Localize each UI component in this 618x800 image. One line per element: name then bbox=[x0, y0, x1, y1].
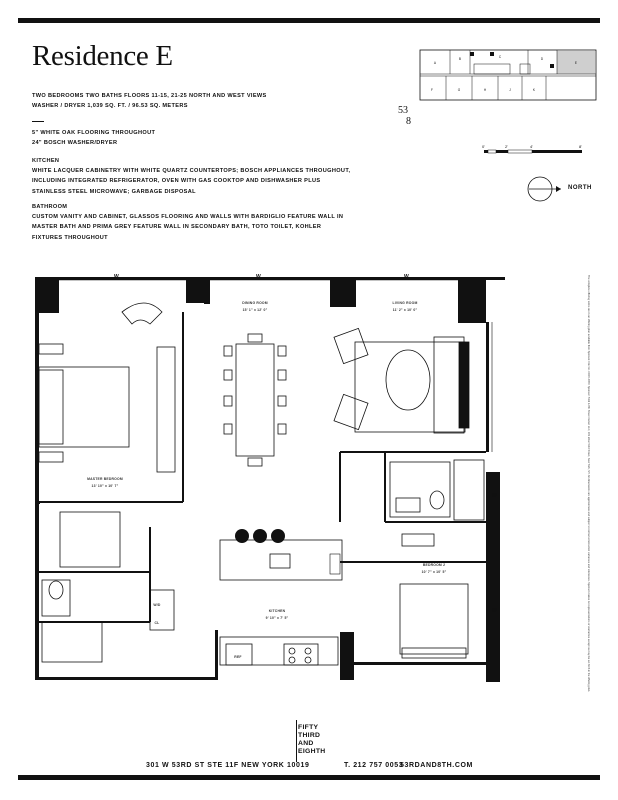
closet-label: CL bbox=[154, 621, 160, 625]
window-label: W bbox=[114, 274, 119, 280]
summary-line-1: TWO BEDROOMS TWO BATHS FLOORS 11-15, 21-25 NORTH AND WEST VIEWS bbox=[32, 93, 267, 99]
washer-dryer-label: W/D bbox=[153, 603, 161, 607]
scale-bar bbox=[480, 144, 592, 160]
scale-0: 0' bbox=[482, 144, 485, 149]
column bbox=[35, 277, 59, 313]
key-unit-a: A bbox=[433, 61, 437, 65]
summary bbox=[32, 91, 332, 111]
key-unit-d: D bbox=[540, 57, 544, 61]
top-rule bbox=[18, 18, 600, 23]
living-room-size: 11' 2" x 10' 0" bbox=[392, 308, 418, 312]
scale-8: 8' bbox=[579, 144, 582, 149]
floor-plan bbox=[30, 272, 510, 684]
north-label: NORTH bbox=[568, 185, 592, 191]
window-label: W bbox=[492, 608, 497, 614]
disclaimer bbox=[574, 275, 596, 755]
footer-address: 301 W 53RD ST STE 11F NEW YORK 10019 bbox=[146, 762, 310, 769]
bathroom-heading: BATHROOM bbox=[32, 204, 68, 210]
window-label: W bbox=[256, 274, 261, 280]
bedroom-2-size: 10' 7" x 10' 5" bbox=[421, 570, 447, 574]
refrigerator-label: REF bbox=[234, 655, 242, 659]
kitchen-size: 9' 10" x 7' 5" bbox=[265, 616, 289, 620]
kitchen-heading: KITCHEN bbox=[32, 158, 60, 164]
scale-4: 4' bbox=[530, 144, 533, 149]
scale-2: 2' bbox=[505, 144, 508, 149]
building-logo bbox=[298, 724, 325, 756]
window-label: W bbox=[492, 493, 497, 499]
disclaimer-text: The complete offering terms are in an offering plan available from Sponsor. File No. CD15-0000. Sponsor: 53rd & 8th Street Owner LLC, 301 West 53rd Street, New York, NY. All dimensions are approximate and subject to normal construction variances and tolerances. Sponsor makes no representations or warranties except as may be set forth in the offering plan. bbox=[587, 275, 590, 692]
key-plan bbox=[398, 46, 600, 127]
key-unit-c: C bbox=[498, 55, 502, 59]
logo-line: EIGHTH bbox=[298, 748, 326, 755]
master-bedroom-size: 13' 10" x 10' 7" bbox=[91, 484, 119, 488]
bedroom-2-label: BEDROOM 2 bbox=[422, 563, 446, 567]
window-label: W bbox=[404, 274, 409, 280]
key-avenue: 8 bbox=[406, 116, 411, 127]
logo-line: FIFTY bbox=[298, 724, 319, 731]
footer-phone: T. 212 757 0053 bbox=[344, 762, 404, 769]
bathroom-section bbox=[32, 202, 352, 243]
key-unit-h: H bbox=[483, 88, 487, 92]
kitchen-label: KITCHEN bbox=[268, 609, 286, 613]
master-bedroom-label: MASTER BEDROOM bbox=[87, 477, 123, 481]
key-street: 53 bbox=[398, 105, 408, 116]
kitchen-section bbox=[32, 156, 352, 197]
page-title: Residence E bbox=[32, 40, 173, 72]
logo-line: AND bbox=[298, 740, 314, 747]
feature-washer: 24" BOSCH WASHER/DRYER bbox=[32, 140, 118, 147]
column bbox=[458, 277, 486, 323]
bathroom-text: CUSTOM VANITY AND CABINET, GLASSOS FLOORING AND WALLS WITH BARDIGLIO FEATURE WALL IN MASTER BATH AND PRIMA GREY FEATURE WALL IN SECONDARY BATH, TOTO TOILET, KOHLER FIXTURES THROUGHOUT bbox=[32, 214, 344, 241]
key-unit-g: G bbox=[457, 88, 461, 92]
key-unit-b: B bbox=[458, 57, 462, 61]
footer-website[interactable]: 53RDAND8TH.COM bbox=[400, 762, 473, 769]
key-unit-f: F bbox=[431, 88, 433, 92]
kitchen-text: WHITE LACQUER CABINETRY WITH WHITE QUARTZ COUNTERTOPS; BOSCH APPLIANCES THROUGHOUT, INCLUDING INTEGRATED REFRIGERATOR, OVEN WITH GAS COOKTOP AND DISHWASHER PLUS STAINLESS STEEL MICROWAVE; GARBAGE DISPOSAL bbox=[32, 168, 351, 195]
feature-flooring: 5" WHITE OAK FLOORING THROUGHOUT bbox=[32, 130, 156, 136]
dining-room-label: DINING ROOM bbox=[242, 301, 268, 305]
features bbox=[32, 128, 352, 148]
logo-line: THIRD bbox=[298, 732, 321, 739]
divider bbox=[32, 121, 44, 122]
summary-line-2: WASHER / DRYER 1,039 SQ. FT. / 96.53 SQ. METERS bbox=[32, 103, 188, 110]
key-unit-j: J bbox=[509, 88, 511, 92]
key-unit-e: E bbox=[574, 61, 578, 65]
living-room-label: LIVING ROOM bbox=[392, 301, 418, 305]
bottom-rule bbox=[18, 775, 600, 780]
dining-room-size: 15' 1" x 12' 0" bbox=[242, 308, 268, 312]
key-unit-k: K bbox=[532, 88, 536, 92]
